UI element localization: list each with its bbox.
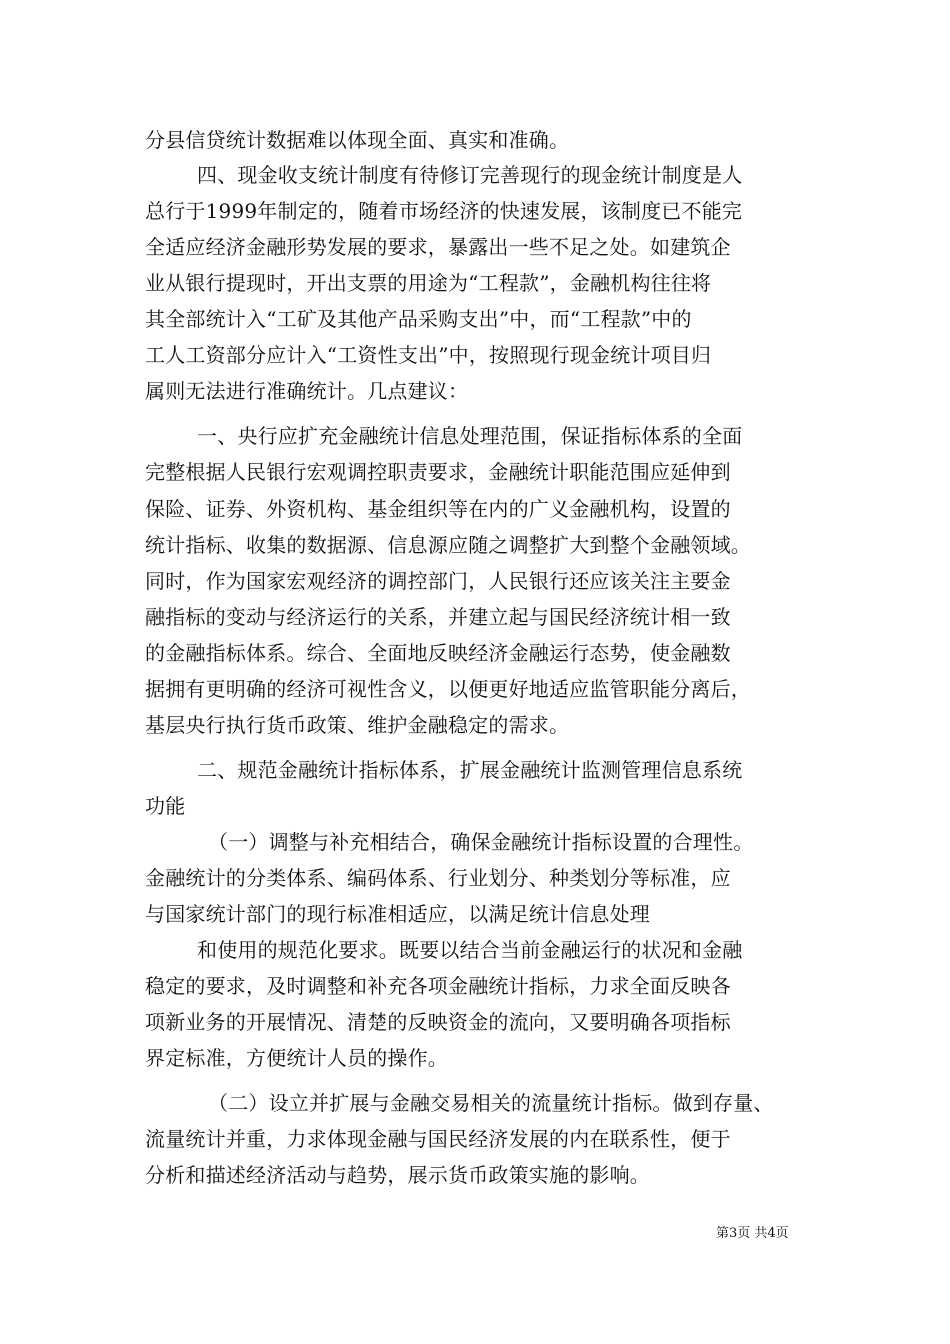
text-line: 功能 xyxy=(145,794,186,818)
text-line: 工人工资部分应计入“工资性支出”中，按照现行现金统计项目归 xyxy=(145,343,712,367)
text-line: 属则无法进行准确统计。几点建议： xyxy=(145,379,469,403)
text-line: 同时，作为国家宏观经济的调控部门，人民银行还应该关注主要金 xyxy=(145,569,731,593)
text-line: 四、现金收支统计制度有待修订完善现行的现金统计制度是人 xyxy=(197,163,743,187)
text-line: 统计指标、收集的数据源、信息源应随之调整扩大到整个金融领域。 xyxy=(145,533,751,557)
text-line: 分县信贷统计数据难以体现全面、真实和准确。 xyxy=(145,128,570,152)
text-line: 一、央行应扩充金融统计信息处理范围，保证指标体系的全面 xyxy=(197,424,743,448)
text-line: 金融统计的分类体系、编码体系、行业划分、种类划分等标准，应 xyxy=(145,866,731,890)
text-line: 完整根据人民银行宏观调控职责要求，金融统计职能范围应延伸到 xyxy=(145,460,731,484)
text-line: 项新业务的开展情况、清楚的反映资金的流向，又要明确各项指标 xyxy=(145,1010,731,1034)
text-line: 融指标的变动与经济运行的关系，并建立起与国民经济统计相一致 xyxy=(145,605,731,629)
text-line: 其全部统计入“工矿及其他产品采购支出”中，而“工程款”中的 xyxy=(145,307,692,331)
text-line: 总行于1999年制定的，随着市场经济的快速发展，该制度已不能完 xyxy=(145,199,743,223)
text-line: 基层央行执行货币政策、维护金融稳定的需求。 xyxy=(145,713,570,737)
text-line: 和使用的规范化要求。既要以结合当前金融运行的状况和金融 xyxy=(197,938,743,962)
page-number: 第3页 共4页 xyxy=(716,1226,789,1241)
text-line: 界定标准，方便统计人员的操作。 xyxy=(145,1046,448,1070)
text-line: 与国家统计部门的现行标准相适应，以满足统计信息处理 xyxy=(145,902,650,926)
text-line: 全适应经济金融形势发展的要求，暴露出一些不足之处。如建筑企 xyxy=(145,235,731,259)
text-line: （一）调整与补充相结合，确保金融统计指标设置的合理性。 xyxy=(208,830,754,854)
text-line: 二、规范金融统计指标体系，扩展金融统计监测管理信息系统 xyxy=(197,758,743,782)
text-line: 流量统计并重，力求体现金融与国民经济发展的内在联系性，便于 xyxy=(145,1127,731,1151)
text-line: 据拥有更明确的经济可视性含义，以便更好地适应监管职能分离后， xyxy=(145,677,751,701)
text-line: 的金融指标体系。综合、全面地反映经济金融运行态势，使金融数 xyxy=(145,641,731,665)
text-line: 业从银行提现时，开出支票的用途为“工程款”，金融机构往往将 xyxy=(145,271,712,295)
text-line: 稳定的要求，及时调整和补充各项金融统计指标，力求全面反映各 xyxy=(145,974,731,998)
text-line: （二）设立并扩展与金融交易相关的流量统计指标。做到存量、 xyxy=(208,1091,774,1115)
text-line: 分析和描述经济活动与趋势，展示货币政策实施的影响。 xyxy=(145,1163,650,1187)
text-line: 保险、证券、外资机构、基金组织等在内的广义金融机构，设置的 xyxy=(145,497,731,521)
